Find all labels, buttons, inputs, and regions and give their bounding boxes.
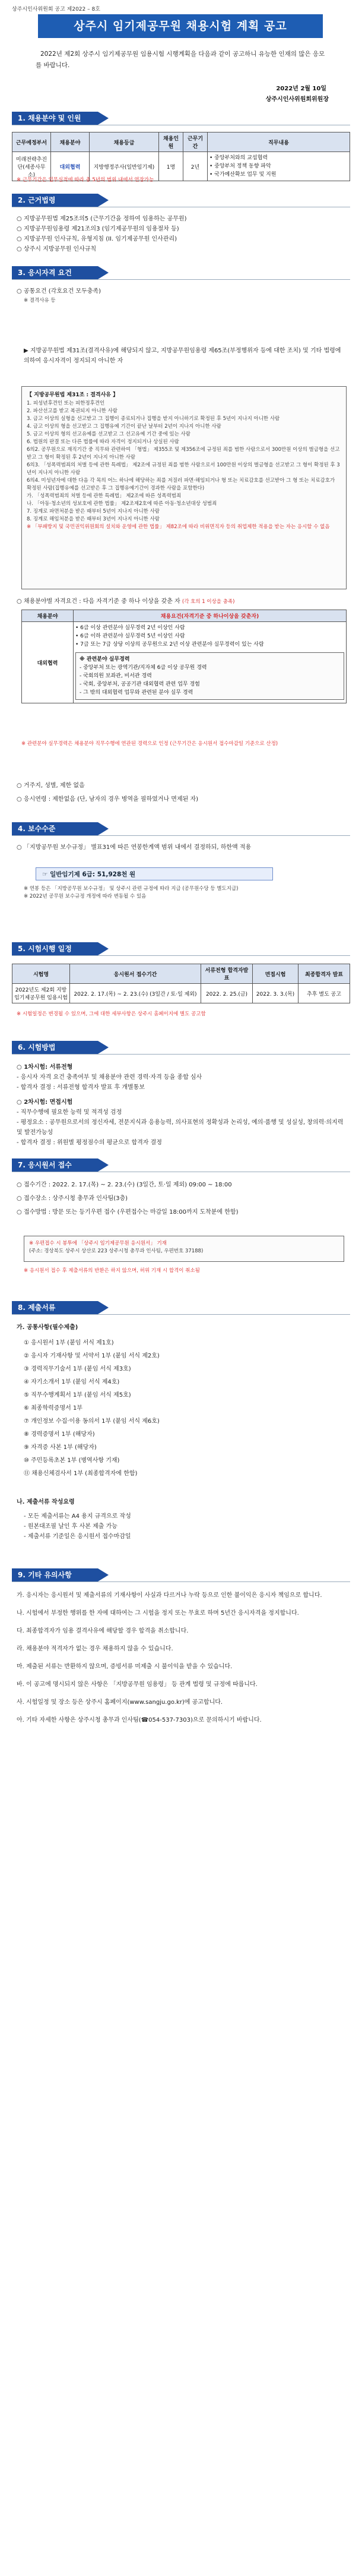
related-experience-item: - 국회의원 보좌관, 비서관 경력: [80, 673, 152, 679]
list-item: ○ 상주시 지방공무원 인사규칙: [17, 246, 97, 252]
qualification-item: • 7급 또는 7급 상당 이상의 공무원으로 2년 이상 관련분야 실무경력이 있는 사람: [75, 642, 264, 648]
list-item: ⑧ 경력증명서 1부 (해당자): [24, 1431, 95, 1438]
list-item: 다. 최종합격자가 임용 결격사유에 해당할 경우 합격을 취소합니다.: [17, 1628, 189, 1634]
salary-notes: [24, 885, 349, 901]
salary-note: ※ 연봉 등은 「지방공무원 보수규정」 및 상주시 관련 규정에 따라 지급 (공무원수당 등 별도지급): [24, 886, 239, 892]
qualification-cell: [74, 622, 347, 703]
announcement-date: 2022년 2월 10일: [276, 86, 326, 92]
section-rule: [12, 279, 350, 280]
related-experience-box: [75, 652, 344, 700]
list-item: 사. 시험일정 및 장소 등은 상주시 홈페이지(www.sangju.go.kr)에 공고합니다.: [17, 1699, 223, 1706]
section-rule: [12, 1314, 350, 1315]
salary-intro: ○ 「지방공무원 보수규정」 별표31에 따른 연봉한계액 범위 내에서 결정하되, 하한액 적용: [17, 844, 252, 851]
list-item: ○ 응시연령 : 제한없음 (단, 남자의 경우 병역을 필하였거나 면제된 자): [17, 796, 199, 803]
list-item: ⑩ 주민등록초본 1부 (병역사항 기재): [24, 1457, 120, 1464]
table-header: 채용요건(자격기준 중 하나이상을 갖춘자): [74, 610, 347, 622]
list-item: ○ 지방공무원임용령 제21조의3 (임기제공무원의 임용절차 등): [17, 226, 179, 232]
application-warning: ※ 응시원서 접수 후 제출서류의 반환은 하지 않으며, 허위 기재 시 합격이 취소됨: [24, 1268, 200, 1274]
list-item: ⑤ 직무수행계획서 1부 (붙임 서식 제5호): [24, 1392, 131, 1399]
list-item: - 제출서류 기준일은 응시원서 접수마감일: [24, 1533, 131, 1540]
list-item: ○ 2차시험: 면접시험: [17, 1099, 73, 1106]
general-requirement: ○ 공통요건 (각호요건 모두충족): [17, 288, 101, 295]
section-heading-9: 9. 기타 유의사항: [12, 1568, 98, 1581]
qualification-footnote: ※ 관련분야 실무경력은 채용분야 직무수행에 연관된 경력으로 인정 (근무기간은 응시원서 접수마감일 기준으로 산정): [21, 741, 278, 747]
mail-notice-line: ※ 우편접수 시 봉투에 「상주시 임기제공무원 응시원서」 기재: [29, 1240, 167, 1246]
table-cell: 2022년도 제2회 지방임기제공무원 임용시험: [12, 984, 70, 1003]
spec-intro-text: ○ 채용분야별 자격요건 : 다음 자격기준 중 하나 이상을 갖춘 자: [17, 598, 180, 605]
related-experience-title: ※ 관련분야 실무경력: [80, 656, 130, 662]
duty-item: • 중앙부처 정책 동향 파악: [209, 163, 271, 169]
list-item: ⑥ 최종학력증명서 1부: [24, 1405, 82, 1412]
table-cell: 2022. 2. 17.(목) ~ 2. 23.(수) (3일간 / 토·일 제외): [70, 984, 201, 1003]
list-item: ○ 접수장소 : 상주시청 총무과 인사팀(3층): [17, 1195, 128, 1202]
list-item: ③ 경력직무기술서 1부 (붙임 서식 제3호): [24, 1366, 131, 1372]
schedule-table: [12, 964, 350, 1003]
table-cell: 2022. 3. 3.(목): [253, 984, 299, 1003]
box-line: 6의2. 공무원으로 재직기간 중 직무와 관련하여 「형법」 제355조 및 제356조에 규정된 죄를 범한 사람으로서 300만원 이상의 벌금형을 선고받고 그 형이 확정된 후 2년이 지나지 아니한 사람: [27, 447, 340, 460]
section-heading-8: 8. 제출서류: [12, 1301, 98, 1314]
issuing-organization: 상주시인사위원회위원장: [265, 96, 329, 103]
documents-subheading: 가. 공통사항(필수제출): [17, 1324, 78, 1331]
mail-notice-line: (주소: 경상북도 상주시 상산로 223 상주시청 총무과 인사팀, 우편번호 37188): [29, 1248, 204, 1254]
table-header: 채용분야: [51, 132, 90, 152]
table-header: 근무예정부서: [12, 132, 51, 152]
intro-text: 2022년 제2회 상주시 임기제공무원 임용시험 시행계획을 다음과 같이 공고하니 유능한 인재의 많은 응모를 바랍니다.: [36, 50, 325, 69]
notes-list: [17, 1590, 349, 1732]
box-line: 2. 파산선고를 받고 복권되지 아니한 사람: [27, 408, 118, 414]
salary-box: ☞ 일반임기제 6급: 51,928천 원: [36, 867, 273, 880]
section-heading-2: 2. 근거법령: [12, 194, 98, 207]
list-item: 마. 제출된 서류는 반환하지 않으며, 증빙서류 미제출 시 불이익을 받을 수 있습니다.: [17, 1663, 233, 1670]
table-cell: 1명: [159, 152, 183, 181]
table-header: 서류전형 합격자발표: [201, 964, 253, 984]
page-title: 상주시 임기제공무원 채용시험 계획 공고: [38, 14, 323, 38]
table-header: 응시원서 접수기간: [70, 964, 201, 984]
list-item: ○ 거주지, 성별, 제한 없음: [17, 782, 85, 789]
section-heading-5: 5. 시험시행 일정: [12, 942, 98, 955]
box-line: ※ 「부패방지 및 국민권익위원회의 설치와 운영에 관한 법률」 제82조에 따라 비위면직자 등의 취업제한 적용을 받는 자는 응시할 수 없음: [27, 524, 330, 530]
other-requirements: [17, 781, 349, 804]
list-item: ① 응시원서 1부 (붙임 서식 제1호): [24, 1340, 114, 1346]
table-cell: 2022. 2. 25.(금): [201, 984, 253, 1003]
table-header: 면접시험: [253, 964, 299, 984]
table-cell: 지방행정주사(일반임기제): [90, 152, 159, 181]
table-cell: 대외협력: [51, 152, 90, 181]
list-item: - 합격자 결정 : 서류전형 합격자 발표 후 개별통보: [17, 1084, 145, 1091]
box-line: 6. 법원의 판결 또는 다른 법률에 따라 자격이 정지되거나 상실된 사람: [27, 439, 179, 445]
related-experience-item: - 중앙부처 또는 광역기관/지자체 6급 이상 공무원 경력: [80, 665, 207, 671]
table-header: 시험명: [12, 964, 70, 984]
list-item: ○ 지방공무원법 제25조의5 (근무기간을 정하여 임용하는 공무원): [17, 216, 187, 222]
section-rule: [12, 835, 350, 836]
list-item: 바. 이 공고에 명시되지 않은 사항은 「지방공무원 임용령」 등 관계 법령 및 규정에 따릅니다.: [17, 1681, 258, 1688]
list-item: 아. 기타 자세한 사항은 상주시청 총무과 인사팀(☎054-537-7303)으로 문의하시기 바랍니다.: [17, 1717, 262, 1723]
list-item: ⑦ 개인정보 수집·이용 동의서 1부 (붙임 서식 제6호): [24, 1418, 160, 1425]
table-header: 직무내용: [208, 132, 350, 152]
related-experience-item: - 그 밖의 대외협력 업무와 관련된 분야 실무 경력: [80, 690, 193, 696]
section-heading-3: 3. 응시자격 요건: [12, 266, 98, 279]
list-item: - 모든 제출서류는 A4 용지 규격으로 작성: [24, 1513, 131, 1520]
box-line: 가. 「성폭력범죄의 처벌 등에 관한 특례법」 제2조에 따른 성폭력범죄: [27, 493, 182, 499]
box-line: 6의3. 「성폭력범죄의 처벌 등에 관한 특례법」 제2조에 규정된 죄를 범한 사람으로서 100만원 이상의 벌금형을 선고받고 그 형이 확정된 후 3년이 지나지 아니한 사람: [27, 462, 340, 476]
table-note: ※ 근무기간은 업무실적에 따라 총 5년의 범위 내에서 연장가능: [17, 177, 154, 183]
section-rule: [12, 1581, 350, 1582]
section-heading-4: 4. 보수수준: [12, 822, 98, 835]
list-item: 가. 응시자는 응시원서 및 제출서류의 기재사항이 사실과 다르거나 누락 등으로 인한 불이익은 응시자 책임으로 합니다.: [17, 1592, 322, 1599]
list-item: - 합격자 결정 : 위원별 평정점수의 평균으로 합격자 결정: [17, 1139, 162, 1146]
box-line: 나. 「아동·청소년의 성보호에 관한 법률」 제2조제2호에 따른 아동·청소년대상 성범죄: [27, 501, 217, 507]
list-item: 나. 시험에서 부정한 행위를 한 자에 대하여는 그 시험을 정지 또는 무효로 하며 5년간 응시자격을 정지합니다.: [17, 1610, 299, 1617]
section-heading-7: 7. 응시원서 접수: [12, 1158, 98, 1172]
list-item: ○ 1차시험: 서류전형: [17, 1064, 73, 1071]
table-cell: 대외협력: [22, 622, 74, 703]
table-header-row: [22, 610, 347, 622]
documents-subheading-2: 나. 제출서류 작성요령: [17, 1499, 75, 1505]
qualification-item: • 6급 이상 관련분야 실무경력 2년 이상인 사람: [75, 625, 185, 631]
table-header: 채용분야: [22, 610, 74, 622]
table-header: 최종합격자 발표: [299, 964, 350, 984]
box-line: 4. 금고 이상의 형을 선고받고 그 집행유예 기간이 끝난 날부터 2년이 지나지 아니한 사람: [27, 424, 221, 430]
list-item: ⑪ 채용신체검사서 1부 (최종합격자에 한함): [24, 1470, 138, 1477]
recruitment-table: [12, 132, 350, 181]
list-item: - 직무수행에 필요한 능력 및 적격성 검정: [17, 1109, 122, 1116]
section-rule: [12, 1054, 350, 1055]
duty-item: • 중앙부처와의 교섭협력: [209, 155, 268, 161]
table-cell: 미래전략추진단(세종사무소): [12, 152, 51, 181]
list-item: 라. 채용분야 적격자가 없는 경우 채용하지 않을 수 있습니다.: [17, 1646, 173, 1652]
list-item: ○ 접수방법 : 방문 또는 등기우편 접수 (우편접수는 마감일 18:00까지 도착분에 한함): [17, 1209, 239, 1216]
notice-number: 상주시인사위원회 공고 제2022 – 8호: [12, 7, 100, 12]
box-line: 8. 징계로 해임처분을 받은 때부터 3년이 지나지 아니한 사람: [27, 516, 160, 522]
section-heading-6: 6. 시험방법: [12, 1041, 98, 1054]
qualification-item: • 6급 이하 관련분야 실무경력 5년 이상인 사람: [75, 633, 185, 639]
related-experience-item: - 국회, 중앙부처, 공공기관 대외협력 관련 업무 경험: [80, 681, 200, 687]
table-row: [22, 622, 347, 703]
table-cell: 2년: [183, 152, 208, 181]
documents-guide: [24, 1511, 344, 1542]
table-row: [12, 984, 350, 1003]
disqualification-box: [21, 386, 347, 589]
box-line: 1. 피성년후견인 또는 피한정후견인: [27, 400, 105, 406]
general-requirement-note: ※ 결격사유 등: [24, 298, 56, 304]
box-line: 3. 금고 이상의 실형을 선고받고 그 집행이 종료되거나 집행을 받지 아니하기로 확정된 후 5년이 지나지 아니한 사람: [27, 416, 280, 422]
spec-intro: [17, 596, 234, 607]
list-item: ⑨ 자격증 사본 1부 (해당자): [24, 1444, 97, 1451]
exam-method-list: [17, 1062, 349, 1148]
documents-list: [24, 1337, 344, 1480]
list-item: ④ 자기소개서 1부 (붙임 서식 제4호): [24, 1379, 120, 1385]
box-line: 6의4. 미성년자에 대한 다음 각 목의 어느 하나에 해당하는 죄를 저질러 파면·해임되거나 형 또는 치료감호를 선고받아 그 형 또는 치료감호가 확정된 사람(집행유예를 선고받은 후 그 집행유예기간이 경과한 사람을 포함한다): [27, 478, 335, 491]
schedule-note: ※ 시험일정은 변경될 수 있으며, 그에 대한 세부사항은 상주시 홈페이지에 별도 공고함: [17, 1011, 206, 1017]
table-header-row: [12, 132, 350, 152]
list-item: - 응시자 자격 요건 충족여부 및 채용분야 관련 경력·자격 등을 종합 심사: [17, 1074, 202, 1081]
mail-notice-box: [24, 1236, 344, 1262]
table-header: 채용인원: [159, 132, 183, 152]
disqualification-summary: ▶ 지방공무원법 제31조(결격사유)에 해당되지 않고, 지방공무원임용령 제65조(부정행위자 등에 대한 조치) 및 기타 법령에 의하여 응시자격이 정지되지 아니한 자: [24, 348, 341, 364]
box-title: 【 지방공무원법 제31조 : 결격사유 】: [27, 392, 119, 398]
section-rule: [12, 955, 350, 956]
box-line: 7. 징계로 파면처분을 받은 때부터 5년이 지나지 아니한 사람: [27, 509, 160, 514]
application-list: [17, 1180, 349, 1217]
qualification-table: [21, 610, 347, 703]
list-item: ○ 지방공무원 인사규칙, 유형지침 (II. 임기제공무원 인사관리): [17, 236, 177, 242]
list-item: - 원본대조필 날인 후 사본 제출 가능: [24, 1523, 118, 1530]
spec-intro-note: (각 호의 1 이상을 충족): [182, 599, 235, 605]
box-line: 5. 금고 이상의 형의 선고유예를 선고받고 그 선고유예 기간 중에 있는 사람: [27, 431, 190, 437]
list-item: ② 응시자 기재사항 및 서약서 1부 (붙임 서식 제2호): [24, 1353, 160, 1359]
duties-cell: [208, 152, 350, 181]
law-list: [17, 214, 349, 254]
section-heading-1: 1. 채용분야 및 인원: [12, 112, 98, 125]
table-header: 근무기간: [183, 132, 208, 152]
list-item: - 평정요소 : 공무원으로서의 정신자세, 전문지식과 응용능력, 의사표현의 정확성과 논리성, 예의·품행 및 성실성, 창의력·의지력 및 발전가능성: [17, 1119, 344, 1136]
table-header: 채용등급: [90, 132, 159, 152]
list-item: ○ 접수기간 : 2022. 2. 17.(목) ~ 2. 23.(수) (3일간, 토·일 제외) 09:00 ~ 18:00: [17, 1182, 232, 1188]
duty-item: • 국가예산확보 업무 및 지원: [209, 172, 277, 178]
table-header-row: [12, 964, 350, 984]
table-cell: 추후 별도 공고: [299, 984, 350, 1003]
salary-note: ※ 2022년 공무원 보수규정 개정에 따라 변동될 수 있음: [24, 894, 147, 899]
